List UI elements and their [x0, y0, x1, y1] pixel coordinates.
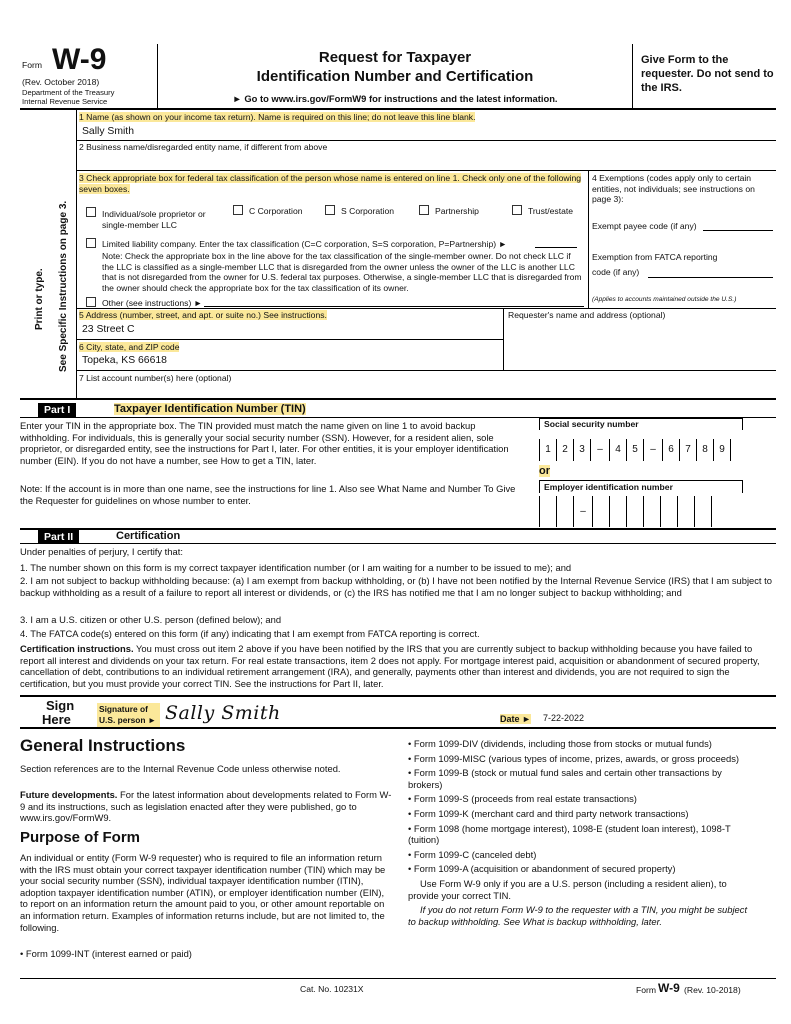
ssn-digit[interactable]: 3	[573, 439, 590, 461]
bullets-right	[408, 738, 748, 927]
form-word: Form	[22, 60, 43, 70]
irs-name: Internal Revenue Service	[22, 97, 108, 106]
c-corp-checkbox[interactable]	[233, 205, 243, 215]
fatca-label-2: code (if any)	[592, 267, 640, 277]
line-6-label: 6 City, state, and ZIP code	[79, 342, 180, 352]
c-corp-label: C Corporation	[249, 206, 303, 216]
ssn-digit[interactable]: 2	[556, 439, 573, 461]
line-4-label: 4 Exemptions (codes apply only to certain entities, not individuals; see instructions on page 3):	[592, 173, 755, 204]
footer-revision: (Rev. 10-2018)	[684, 985, 741, 995]
form-number: W-9	[52, 43, 107, 76]
llc-note: Note: Check the appropriate box in the line above for the tax classification of the single-member owner. Do not check LLC if the LLC is classified as a single-member LLC that is disregarded from the owner unless the owner of the LLC is another LLC that is not disregarded from the owner for U.S. federal tax purposes. Otherwise, a single-member LLC that is disregarded from the owner should check the appropriate box for the tax classification of its owner.	[102, 251, 582, 293]
department: Department of the Treasury	[22, 88, 115, 97]
ein-label: Employer identification number	[544, 482, 673, 492]
fatca-label-1: Exemption from FATCA reporting	[592, 252, 718, 262]
part-1-tag: Part I	[38, 403, 76, 417]
name-field[interactable]: Sally Smith	[82, 126, 134, 137]
general-p1: Section references are to the Internal Revenue Code unless otherwise noted.	[20, 763, 341, 774]
goto-link[interactable]: ► Go to www.irs.gov/FormW9 for instructions and the latest information.	[232, 93, 558, 104]
signature-label: Signature of U.S. person ►	[97, 703, 160, 727]
ein-end-border	[711, 496, 712, 527]
sign-label: Sign	[46, 698, 75, 713]
here-label: Here	[42, 712, 71, 727]
certification-item-4: 4. The FATCA code(s) entered on this form (if any) indicating that I am exempt from FATCA reporting is correct.	[20, 628, 480, 639]
ein-digit[interactable]	[592, 496, 609, 527]
partnership-checkbox[interactable]	[419, 205, 429, 215]
exempt-payee-label: Exempt payee code (if any)	[592, 221, 697, 231]
ssn-dash: –	[643, 439, 662, 461]
other-label: Other (see instructions) ►	[102, 298, 203, 308]
part-2-title: Certification	[116, 530, 181, 542]
list-item: • Form 1099-DIV (dividends, including those from stocks or mutual funds)	[408, 738, 712, 749]
ssn-digit[interactable]: 9	[713, 439, 730, 461]
s-corp-checkbox[interactable]	[325, 205, 335, 215]
if-no-tin-text: If you do not return Form W-9 to the requester with a TIN, you might be subject to backup withholding. See What is backup withholding, later.	[408, 904, 748, 927]
title-line-1: Request for Taxpayer	[318, 49, 472, 66]
list-item: • Form 1099-C (canceled debt)	[408, 848, 537, 860]
list-item: • Form 1099-A (acquisition or abandonment of secured property)	[408, 863, 676, 875]
llc-label: Limited liability company. Enter the tax classification (C=C corporation, S=S corporation, P=Partnership) ►	[102, 239, 508, 249]
list-item: • Form 1098 (home mortgage interest), 1098-E (student loan interest), 1098-T (tuition)	[408, 822, 731, 846]
line-1-label: 1 Name (as shown on your income tax return). Name is required on this line; do not leave this line blank.	[79, 112, 476, 122]
ssn-label-box	[539, 418, 743, 430]
ein-digit[interactable]	[643, 496, 660, 527]
or-label: or	[539, 465, 550, 477]
certification-item-3: 3. I am a U.S. citizen or other U.S. person (defined below); and	[20, 614, 282, 625]
date-label: Date ►	[500, 714, 531, 724]
list-item: • Form 1099-MISC (various types of income, prizes, awards, or gross proceeds)	[408, 752, 740, 764]
ein-digit[interactable]	[539, 496, 556, 527]
list-item: • Form 1099-S (proceeds from real estate transactions)	[408, 793, 637, 805]
purpose-title: Purpose of Form	[20, 829, 141, 846]
ssn-digit[interactable]: 1	[539, 439, 556, 461]
bullet-1099-int: • Form 1099-INT (interest earned or paid)	[20, 948, 192, 959]
ssn-digit[interactable]: 6	[662, 439, 679, 461]
list-item: • Form 1099-K (merchant card and third party network transactions)	[408, 807, 689, 819]
part-1-text: Enter your TIN in the appropriate box. The TIN provided must match the name given on line 1 to avoid backup withholding. For individuals, this is generally your social security number (SSN). However, for a resident alien, sole proprietor, or disregarded entity, see the instructions for Part I, later. For other entities, it is your employer identification number (EIN). If you do not have a number, see How to get a TIN, later.	[20, 420, 509, 466]
ein-digit[interactable]	[626, 496, 643, 527]
part-2-tag: Part II	[38, 530, 79, 544]
signature-field[interactable]: Sally Smith	[165, 702, 281, 724]
print-or-type-label: Print or type.	[34, 268, 45, 330]
individual-checkbox[interactable]	[86, 207, 96, 217]
give-form-note: Give Form to the requester. Do not send to the IRS.	[641, 54, 774, 94]
line-3-label: 3 Check appropriate box for federal tax classification of the person whose name is entered on line 1. Check only one of the following seven boxes.	[79, 173, 582, 194]
catalog-number: Cat. No. 10231X	[300, 984, 364, 994]
ein-digit[interactable]	[609, 496, 626, 527]
ein-dash: –	[573, 496, 592, 527]
certification-intro: Under penalties of perjury, I certify that:	[20, 546, 183, 557]
footer-form-number: W-9	[658, 981, 680, 995]
requester-label: Requester's name and address (optional)	[508, 310, 666, 320]
line-5-label: 5 Address (number, street, and apt. or suite no.) See instructions.	[79, 310, 327, 320]
city-state-zip-field[interactable]: Topeka, KS 66618	[82, 355, 167, 366]
certification-instructions: Certification instructions. You must cross out item 2 above if you have been notified by the IRS that you are currently subject to backup withholding because you have failed to report all interest and dividends on your tax return. For real estate transactions, item 2 does not apply. For mortgage interest paid, acquisition or abandonment of secured property, cancellation of debt, contributions to an individual retirement arrangement (IRA), and generally, payments other than interest and dividends, you are not required to sign the certification, but you must provide your correct TIN. See the instructions for Part II, later.	[20, 643, 760, 689]
llc-checkbox[interactable]	[86, 238, 96, 248]
part-1-title: Taxpayer Identification Number (TIN)	[114, 403, 306, 415]
other-checkbox[interactable]	[86, 297, 96, 307]
ssn-digit[interactable]: 4	[609, 439, 626, 461]
ssn-dash: –	[590, 439, 609, 461]
ein-label-box	[539, 480, 743, 493]
list-item: • Form 1099-B (stock or mutual fund sales and certain other transactions by brokers)	[408, 767, 722, 790]
certification-item-2: 2. I am not subject to backup withholding because: (a) I am exempt from backup withholding, or (b) I have not been notified by the Internal Revenue Service (IRS) that I am subject to backup withholding as a result of a failure to report all interest or dividends, or (c) the IRS has notified me that I am no longer subject to backup withholding; and	[20, 575, 772, 598]
future-developments: Future developments. For the latest information about developments related to Form W-9 and its instructions, such as legislation enacted after they were published, go to www.irs.gov/FormW9.	[20, 789, 392, 824]
applies-note: (Applies to accounts maintained outside the U.S.)	[592, 296, 737, 303]
partnership-label: Partnership	[435, 206, 479, 216]
ein-digit[interactable]	[556, 496, 573, 527]
use-form-text: Use Form W-9 only if you are a U.S. person (including a resident alien), to provide your correct TIN.	[408, 877, 727, 901]
ssn-digit[interactable]: 8	[696, 439, 713, 461]
ein-field[interactable]	[539, 496, 743, 529]
s-corp-label: S Corporation	[341, 206, 395, 216]
account-numbers-field[interactable]	[82, 386, 762, 396]
ein-digit[interactable]	[677, 496, 694, 527]
title-line-2: Identification Number and Certification	[256, 68, 534, 85]
certification-item-1: 1. The number shown on this form is my correct taxpayer identification number (or I am waiting for a number to be issued to me); and	[20, 562, 572, 573]
purpose-text: An individual or entity (Form W-9 requester) who is required to file an information return with the IRS must obtain your correct taxpayer identification number (TIN) which may be your social security number (SSN), individual taxpayer identification number (ITIN), adoption taxpayer identification number (ATIN), or employer identification number (EIN), to report on an information return the amount paid to you, or other amount reportable on an information return. Examples of information returns include, but are not limited to, the following.	[20, 852, 386, 933]
ssn-digit[interactable]: 7	[679, 439, 696, 461]
date-field[interactable]: 7-22-2022	[543, 713, 585, 723]
ssn-digit[interactable]: 5	[626, 439, 643, 461]
ssn-end-border	[730, 439, 731, 461]
individual-label: Individual/sole proprietor or single-member LLC	[102, 209, 206, 230]
ein-digit[interactable]	[694, 496, 711, 527]
footer-form-word: Form	[636, 985, 657, 995]
ssn-field[interactable]	[539, 439, 743, 461]
address-field[interactable]: 23 Street C	[82, 324, 135, 335]
ssn-label: Social security number	[544, 419, 639, 429]
general-instructions-title: General Instructions	[20, 736, 186, 755]
see-specific-label: See Specific Instructions on page 3.	[58, 200, 69, 372]
line-7-label: 7 List account number(s) here (optional)	[79, 373, 232, 383]
part-1-note: Note: If the account is in more than one name, see the instructions for line 1. Also see What Name and Number To Give the Requester for guidelines on whose number to enter.	[20, 483, 516, 506]
revision: (Rev. October 2018)	[22, 77, 100, 87]
business-name-field[interactable]	[82, 156, 762, 168]
line-2-label: 2 Business name/disregarded entity name, if different from above	[79, 142, 328, 152]
trust-checkbox[interactable]	[512, 205, 522, 215]
trust-label: Trust/estate	[528, 206, 574, 216]
ein-digit[interactable]	[660, 496, 677, 527]
